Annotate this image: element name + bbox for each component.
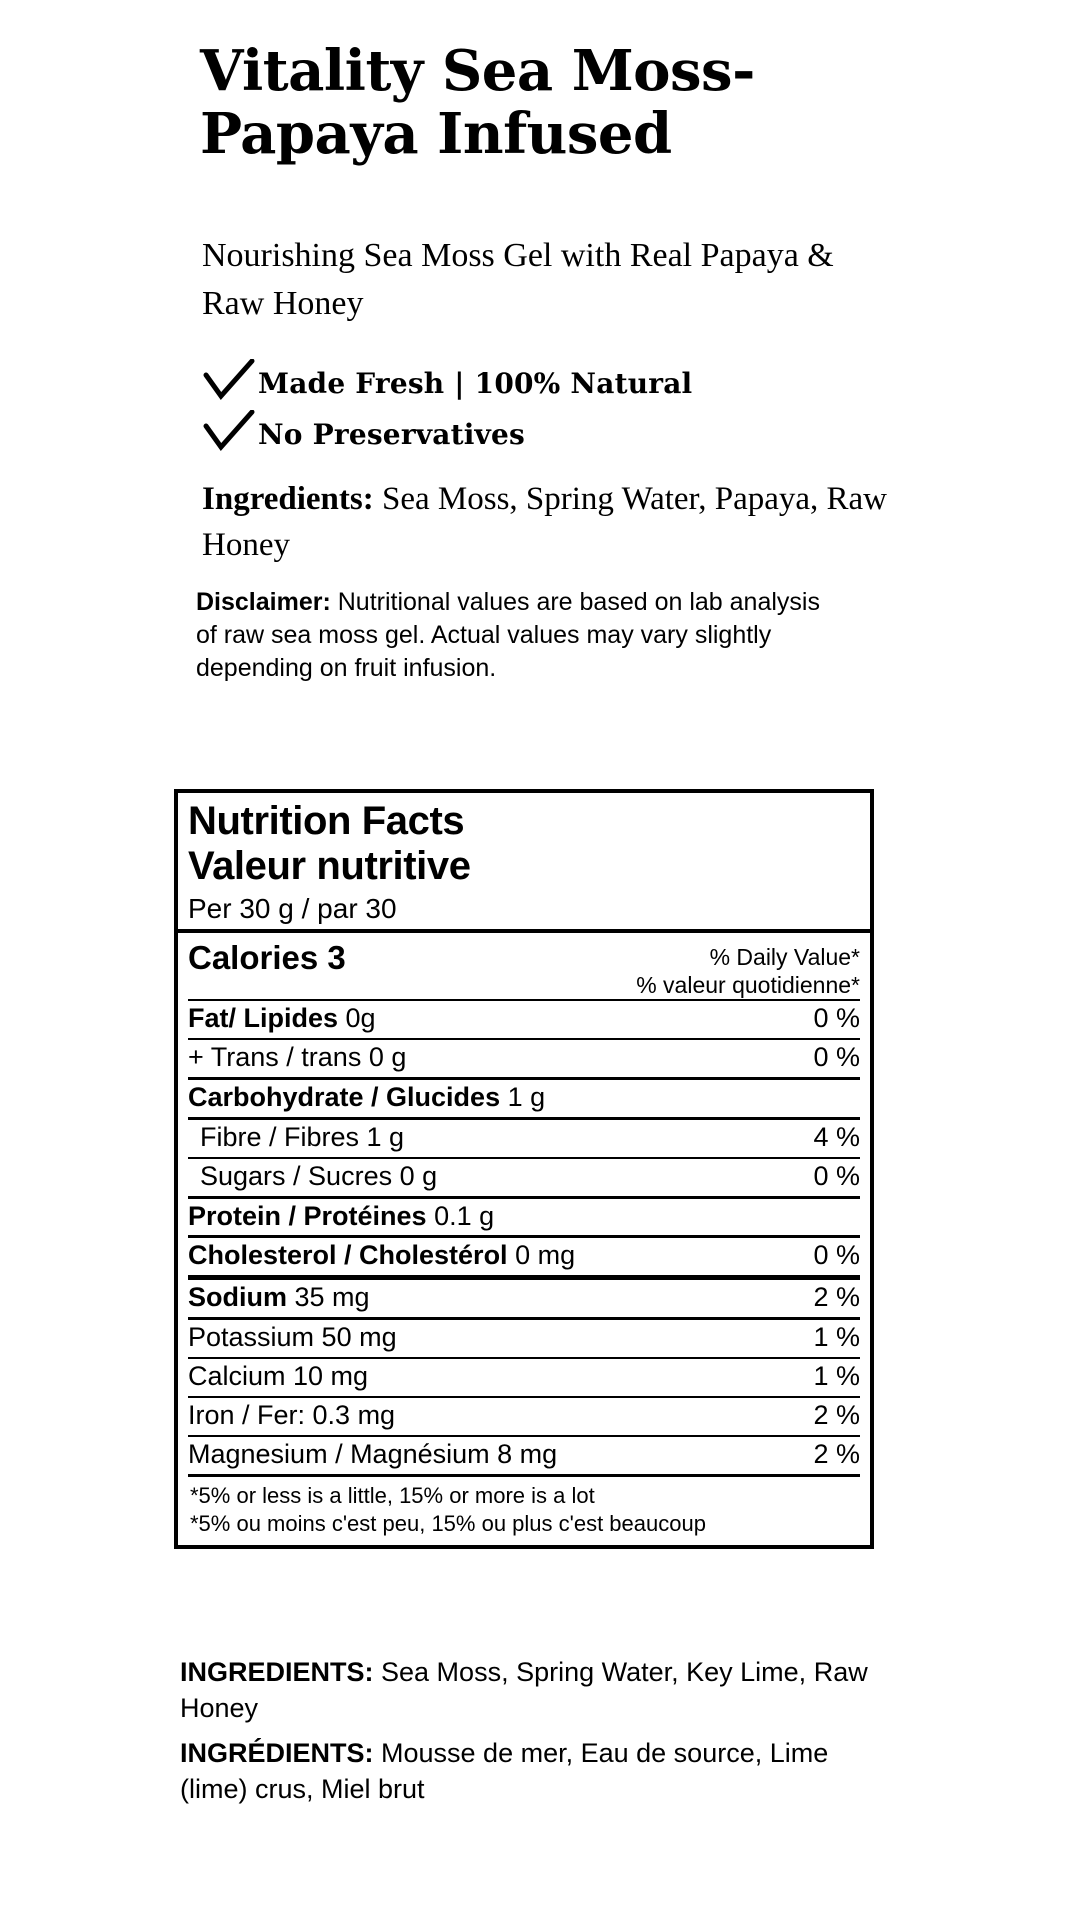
nutrient-name: Carbohydrate / Glucides 1 g xyxy=(188,1082,546,1112)
footnote-en: *5% or less is a little, 15% or more is a lot xyxy=(190,1482,595,1508)
disclaimer-label: Disclaimer: xyxy=(196,588,331,616)
daily-value-header xyxy=(636,939,860,999)
nutrient-dv: 0 % xyxy=(813,1160,860,1191)
table-row xyxy=(188,1320,860,1357)
nutrition-body xyxy=(178,933,870,1476)
footnote-fr: *5% ou moins c'est peu, 15% ou plus c'est beaucoup xyxy=(190,1511,706,1537)
product-subtitle: Nourishing Sea Moss Gel with Real Papaya & Raw Honey xyxy=(202,237,834,323)
ingredients-fr-label: INGRÉDIENTS: xyxy=(180,1738,374,1769)
check-icon xyxy=(202,410,258,459)
nutrient-dv: 4 % xyxy=(813,1121,860,1152)
nutrient-name: Fibre / Fibres 1 g xyxy=(200,1121,405,1152)
ingredients-text: Sea Moss, Spring Water, Papaya, Raw Honey xyxy=(202,481,888,563)
table-row xyxy=(188,1001,860,1038)
nutrient-name: + Trans / trans 0 g xyxy=(188,1042,407,1073)
check-icon xyxy=(202,359,258,408)
table-row xyxy=(188,1238,860,1275)
nutrient-name: Calcium 10 mg xyxy=(188,1361,369,1392)
table-row xyxy=(188,1437,860,1474)
nutrient-name: Sugars / Sucres 0 g xyxy=(200,1160,438,1191)
disclaimer-text: Nutritional values are based on lab analysis of raw sea moss gel. Actual values may vary slightly depending on fruit infusion. xyxy=(196,588,820,682)
claims-list xyxy=(202,358,902,460)
list-item xyxy=(202,358,902,409)
nutrient-dv: 2 % xyxy=(813,1282,860,1313)
nutrient-name: Fat/ Lipides 0g xyxy=(188,1003,376,1034)
ingredients-summary xyxy=(202,477,892,568)
disclaimer xyxy=(196,586,846,685)
nutrient-name: Iron / Fer: 0.3 mg xyxy=(188,1399,396,1430)
nutrition-header xyxy=(178,793,870,933)
table-row xyxy=(188,1359,860,1396)
nutrient-dv: 0 % xyxy=(813,1003,860,1034)
nutrient-name: Potassium 50 mg xyxy=(188,1322,397,1353)
table-row xyxy=(188,1040,860,1077)
nutrient-dv: 2 % xyxy=(813,1399,860,1430)
nutrition-title-fr: Valeur nutritive xyxy=(188,843,471,888)
nutrient-name: Sodium 35 mg xyxy=(188,1282,370,1313)
ingredients-en xyxy=(180,1655,900,1726)
daily-value-en: % Daily Value* xyxy=(709,944,860,971)
nutrient-dv: 1 % xyxy=(813,1322,860,1353)
nutrient-dv: 1 % xyxy=(813,1361,860,1392)
nutrient-dv: 2 % xyxy=(813,1438,860,1469)
claim-label: Made Fresh | 100% Natural xyxy=(258,367,693,400)
ingredients-fr xyxy=(180,1736,900,1807)
table-row xyxy=(188,1159,860,1196)
claim-label: No Preservatives xyxy=(258,418,525,451)
ingredients-fr-text: Mousse de mer, Eau de source, Lime (lime) crus, Miel brut xyxy=(180,1738,829,1804)
nutrient-dv: 0 % xyxy=(813,1240,860,1271)
bottom-ingredients xyxy=(180,1655,900,1818)
nutrition-footnote xyxy=(178,1477,870,1545)
table-row xyxy=(188,1199,860,1236)
table-row xyxy=(188,1280,860,1317)
calories-row xyxy=(188,933,860,999)
nutrient-name: Cholesterol / Cholestérol 0 mg xyxy=(188,1240,576,1271)
nutrient-name: Magnesium / Magnésium 8 mg xyxy=(188,1438,558,1469)
ingredients-en-label: INGREDIENTS: xyxy=(180,1657,374,1687)
ingredients-label: Ingredients: xyxy=(202,481,374,517)
table-row xyxy=(188,1080,860,1117)
daily-value-fr: % valeur quotidienne* xyxy=(636,972,860,999)
nutrition-facts-panel xyxy=(174,789,874,1549)
table-row xyxy=(188,1398,860,1435)
nutrition-title-en: Nutrition Facts xyxy=(188,799,465,843)
nutrient-dv: 0 % xyxy=(813,1042,860,1073)
calories-value: Calories 3 xyxy=(188,939,346,977)
page-title: Vitality Sea Moss-Papaya Infused xyxy=(200,38,755,167)
nutrient-name: Protein / Protéines 0.1 g xyxy=(188,1200,495,1231)
table-row xyxy=(188,1120,860,1157)
ingredients-en-text: Sea Moss, Spring Water, Key Lime, Raw Honey xyxy=(180,1657,868,1723)
serving-size: Per 30 g / par 30 xyxy=(188,892,397,924)
list-item xyxy=(202,409,902,460)
